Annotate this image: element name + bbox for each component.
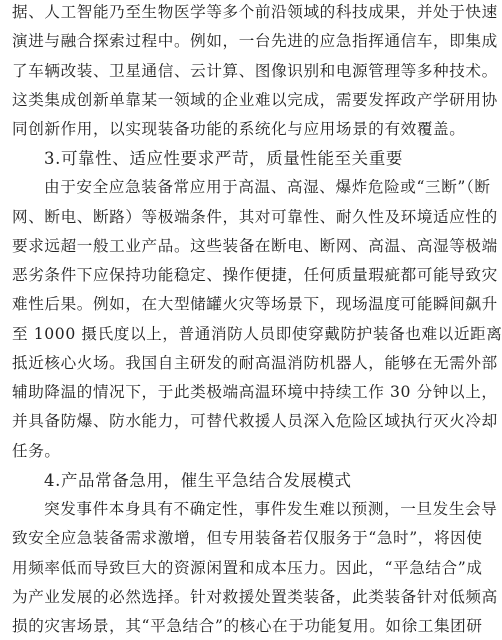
paragraph-3-line-5: 损的灾害场景，其“平急结合”的核心在于功能复用。如徐工集团研 — [12, 617, 483, 635]
paragraph-2-line-6: 至 1000 摄氏度以上，普通消防人员即使穿戴防护装备也难以近距离 — [12, 324, 502, 343]
section-heading-3: 3.可靠性、适应性要求严苛，质量性能至关重要 — [44, 149, 403, 169]
paragraph-1-line-5: 同创新作用，以实现装备功能的系统化与应用场景的有效覆盖。 — [12, 120, 466, 138]
paragraph-2-line-7: 抵近核心火场。我国自主研发的耐高温消防机器人，能够在无需外部 — [12, 353, 498, 372]
paragraph-2-line-5: 难性后果。例如，在大型储罐火灾等场景下，现场温度可能瞬间飙升 — [12, 295, 498, 314]
paragraph-2-line-4: 恶劣条件下应保持功能稳定、操作便捷，任何质量瑕疵都可能导致灾 — [12, 266, 498, 285]
paragraph-3-line-2: 致安全应急装备需求激增，但专用装备若仅服务于“急时”，将因使 — [12, 529, 483, 548]
paragraph-1-line-2: 演进与融合探索过程中。例如，一台先进的应急指挥通信车，即集成 — [12, 32, 498, 51]
paragraph-3-line-3: 用频率低而导致巨大的资源闲置和成本压力。因此，“平急结合”成 — [12, 558, 483, 577]
paragraph-2-line-8: 辅助降温的情况下，于此类极端高温环境中持续工作 30 分钟以上， — [12, 383, 498, 402]
paragraph-2-line-10: 任务。 — [12, 441, 61, 460]
paragraph-2-line-1: 由于安全应急装备常应用于高温、高湿、爆炸危险或“三断”（断 — [44, 178, 491, 197]
paragraph-1-line-4: 这类集成创新单靠某一领域的企业难以完成，需要发挥政产学研用协 — [12, 90, 498, 109]
paragraph-2-line-3: 要求远超一般工业产品。这些装备在断电、断网、高温、高湿等极端 — [12, 236, 498, 255]
paragraph-3-line-4: 为产业发展的必然选择。针对救援处置类装备，此类装备针对低频高 — [12, 587, 498, 606]
paragraph-2-line-2: 网、断电、断路）等极端条件，其对可靠性、耐久性及环境适应性的 — [12, 207, 498, 226]
section-heading-4: 4.产品常备急用，催生平急结合发展模式 — [44, 470, 352, 490]
paragraph-1-line-1: 据、人工智能乃至生物医学等多个前沿领域的科技成果，并处于快速 — [12, 3, 498, 21]
paragraph-1-line-3: 了车辆改装、卫星通信、云计算、图像识别和电源管理等多种技术。 — [12, 61, 498, 80]
paragraph-2-line-9: 并具备防爆、防水能力，可替代救援人员深入危险区域执行灭火冷却 — [12, 412, 498, 431]
paragraph-3-line-1: 突发事件本身具有不确定性，事件发生难以预测，一旦发生会导 — [44, 500, 498, 518]
